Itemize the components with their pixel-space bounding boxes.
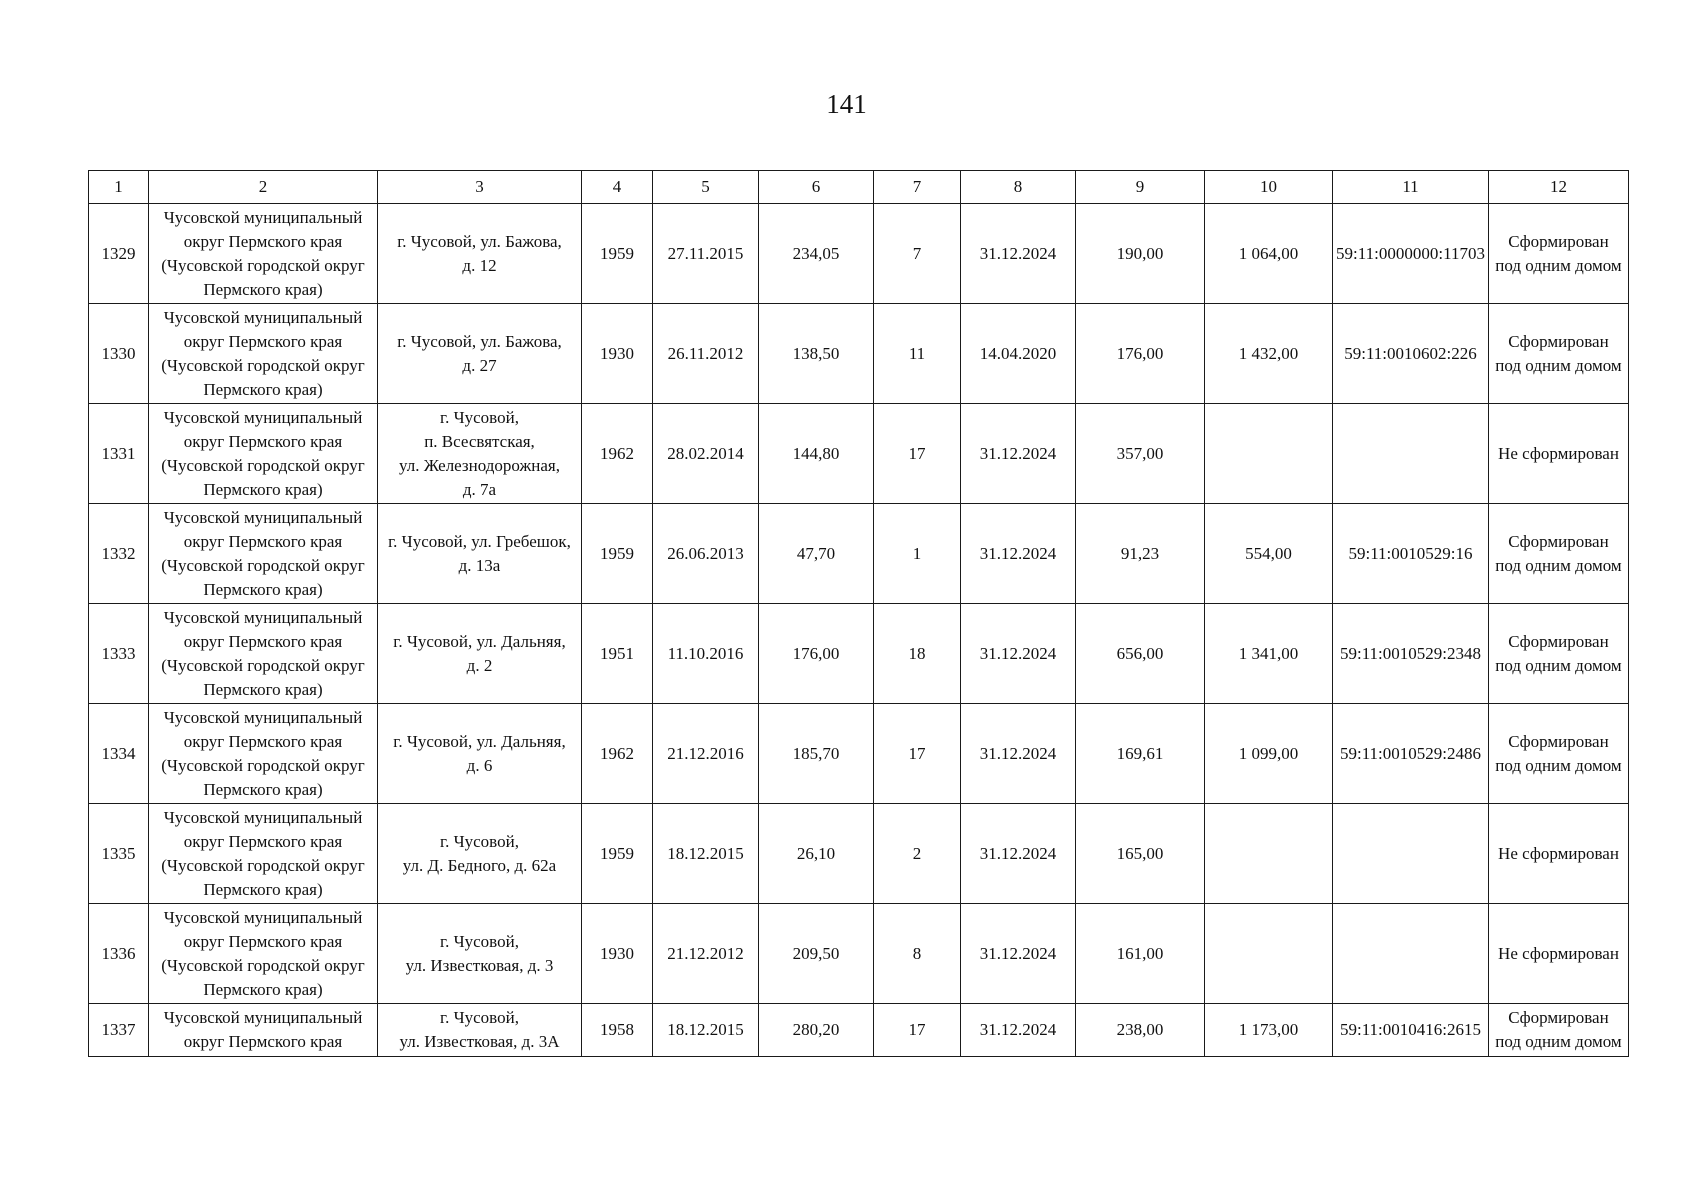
address-cell: г. Чусовой, п. Всесвятская, ул. Железнодорожная, д. 7а (378, 404, 582, 504)
area-cell: 185,70 (759, 704, 874, 804)
row-number: 1332 (89, 504, 149, 604)
count-cell: 17 (874, 704, 961, 804)
year-cell: 1962 (582, 404, 653, 504)
row-number: 1337 (89, 1004, 149, 1057)
date-cell: 21.12.2016 (653, 704, 759, 804)
value9-cell: 169,61 (1076, 704, 1205, 804)
date-cell: 11.10.2016 (653, 604, 759, 704)
owner-cell: Чусовской муниципальный округ Пермского края (Чусовской городской округ Пермского края) (149, 704, 378, 804)
date-cell: 27.11.2015 (653, 204, 759, 304)
status-cell: Сформирован под одним домом (1489, 604, 1629, 704)
status-cell: Не сформирован (1489, 804, 1629, 904)
address-cell: г. Чусовой, ул. Бажова, д. 12 (378, 204, 582, 304)
area-cell: 234,05 (759, 204, 874, 304)
table-row (89, 204, 1629, 304)
page-number: 141 (826, 89, 867, 119)
value9-cell: 190,00 (1076, 204, 1205, 304)
column-header-3: 3 (378, 171, 582, 204)
count-cell: 2 (874, 804, 961, 904)
owner-cell: Чусовской муниципальный округ Пермского края (Чусовской городской округ Пермского края) (149, 304, 378, 404)
count-cell: 17 (874, 404, 961, 504)
count-cell: 1 (874, 504, 961, 604)
value9-cell: 91,23 (1076, 504, 1205, 604)
cadastral-number-cell (1333, 804, 1489, 904)
value9-cell: 656,00 (1076, 604, 1205, 704)
row-number: 1331 (89, 404, 149, 504)
value9-cell: 238,00 (1076, 1004, 1205, 1057)
column-header-11: 11 (1333, 171, 1489, 204)
address-cell: г. Чусовой, ул. Известковая, д. 3 (378, 904, 582, 1004)
owner-cell: Чусовской муниципальный округ Пермского края (Чусовской городской округ Пермского края) (149, 204, 378, 304)
row-number: 1333 (89, 604, 149, 704)
row-number: 1330 (89, 304, 149, 404)
year-cell: 1930 (582, 304, 653, 404)
area-cell: 26,10 (759, 804, 874, 904)
deadline-cell: 31.12.2024 (961, 904, 1076, 1004)
year-cell: 1959 (582, 804, 653, 904)
address-cell: г. Чусовой, ул. Гребешок, д. 13а (378, 504, 582, 604)
value10-cell (1205, 804, 1333, 904)
value9-cell: 165,00 (1076, 804, 1205, 904)
status-cell: Сформирован под одним домом (1489, 1004, 1629, 1057)
cadastral-number-cell: 59:11:0000000:11703 (1333, 204, 1489, 304)
year-cell: 1959 (582, 204, 653, 304)
table-row (89, 404, 1629, 504)
status-cell: Сформирован под одним домом (1489, 704, 1629, 804)
deadline-cell: 14.04.2020 (961, 304, 1076, 404)
column-header-12: 12 (1489, 171, 1629, 204)
row-number: 1329 (89, 204, 149, 304)
column-header-2: 2 (149, 171, 378, 204)
column-header-4: 4 (582, 171, 653, 204)
row-number: 1336 (89, 904, 149, 1004)
column-header-7: 7 (874, 171, 961, 204)
value10-cell (1205, 904, 1333, 1004)
area-cell: 280,20 (759, 1004, 874, 1057)
deadline-cell: 31.12.2024 (961, 204, 1076, 304)
area-cell: 209,50 (759, 904, 874, 1004)
column-header-6: 6 (759, 171, 874, 204)
table-row (89, 604, 1629, 704)
value9-cell: 176,00 (1076, 304, 1205, 404)
cadastral-number-cell (1333, 404, 1489, 504)
count-cell: 7 (874, 204, 961, 304)
year-cell: 1958 (582, 1004, 653, 1057)
row-number: 1334 (89, 704, 149, 804)
date-cell: 26.06.2013 (653, 504, 759, 604)
value9-cell: 161,00 (1076, 904, 1205, 1004)
count-cell: 17 (874, 1004, 961, 1057)
address-cell: г. Чусовой, ул. Д. Бедного, д. 62а (378, 804, 582, 904)
deadline-cell: 31.12.2024 (961, 804, 1076, 904)
address-cell: г. Чусовой, ул. Дальняя, д. 2 (378, 604, 582, 704)
column-header-1: 1 (89, 171, 149, 204)
status-cell: Сформирован под одним домом (1489, 304, 1629, 404)
area-cell: 47,70 (759, 504, 874, 604)
date-cell: 21.12.2012 (653, 904, 759, 1004)
status-cell: Не сформирован (1489, 904, 1629, 1004)
owner-cell: Чусовской муниципальный округ Пермского края (Чусовской городской округ Пермского края) (149, 804, 378, 904)
value9-cell: 357,00 (1076, 404, 1205, 504)
owner-cell: Чусовской муниципальный округ Пермского края (Чусовской городской округ Пермского края) (149, 504, 378, 604)
deadline-cell: 31.12.2024 (961, 1004, 1076, 1057)
status-cell: Не сформирован (1489, 404, 1629, 504)
status-cell: Сформирован под одним домом (1489, 504, 1629, 604)
year-cell: 1962 (582, 704, 653, 804)
count-cell: 18 (874, 604, 961, 704)
deadline-cell: 31.12.2024 (961, 504, 1076, 604)
status-cell: Сформирован под одним домом (1489, 204, 1629, 304)
year-cell: 1930 (582, 904, 653, 1004)
area-cell: 138,50 (759, 304, 874, 404)
value10-cell: 1 064,00 (1205, 204, 1333, 304)
column-header-8: 8 (961, 171, 1076, 204)
date-cell: 18.12.2015 (653, 804, 759, 904)
cadastral-number-cell: 59:11:0010529:2348 (1333, 604, 1489, 704)
owner-cell: Чусовской муниципальный округ Пермского края (Чусовской городской округ Пермского края) (149, 604, 378, 704)
date-cell: 26.11.2012 (653, 304, 759, 404)
table-row (89, 904, 1629, 1004)
cadastral-number-cell: 59:11:0010416:2615 (1333, 1004, 1489, 1057)
cadastral-number-cell: 59:11:0010529:2486 (1333, 704, 1489, 804)
date-cell: 28.02.2014 (653, 404, 759, 504)
value10-cell: 1 432,00 (1205, 304, 1333, 404)
table-row (89, 704, 1629, 804)
value10-cell: 1 341,00 (1205, 604, 1333, 704)
cadastral-number-cell: 59:11:0010529:16 (1333, 504, 1489, 604)
deadline-cell: 31.12.2024 (961, 704, 1076, 804)
count-cell: 8 (874, 904, 961, 1004)
row-number: 1335 (89, 804, 149, 904)
header-row (89, 171, 1629, 204)
column-header-5: 5 (653, 171, 759, 204)
cadastral-number-cell: 59:11:0010602:226 (1333, 304, 1489, 404)
address-cell: г. Чусовой, ул. Дальняя, д. 6 (378, 704, 582, 804)
deadline-cell: 31.12.2024 (961, 604, 1076, 704)
address-cell: г. Чусовой, ул. Известковая, д. 3А (378, 1004, 582, 1057)
address-cell: г. Чусовой, ул. Бажова, д. 27 (378, 304, 582, 404)
table-row (89, 804, 1629, 904)
table-row (89, 504, 1629, 604)
cadastral-number-cell (1333, 904, 1489, 1004)
year-cell: 1951 (582, 604, 653, 704)
area-cell: 144,80 (759, 404, 874, 504)
deadline-cell: 31.12.2024 (961, 404, 1076, 504)
value10-cell: 554,00 (1205, 504, 1333, 604)
column-header-9: 9 (1076, 171, 1205, 204)
table-row (89, 1004, 1629, 1057)
owner-cell: Чусовской муниципальный округ Пермского края (Чусовской городской округ Пермского края) (149, 904, 378, 1004)
area-cell: 176,00 (759, 604, 874, 704)
date-cell: 18.12.2015 (653, 1004, 759, 1057)
owner-cell: Чусовской муниципальный округ Пермского края (Чусовской городской округ Пермского края) (149, 404, 378, 504)
year-cell: 1959 (582, 504, 653, 604)
owner-cell: Чусовской муниципальный округ Пермского края (149, 1004, 378, 1057)
value10-cell: 1 099,00 (1205, 704, 1333, 804)
count-cell: 11 (874, 304, 961, 404)
value10-cell: 1 173,00 (1205, 1004, 1333, 1057)
table-row (89, 304, 1629, 404)
value10-cell (1205, 404, 1333, 504)
column-header-10: 10 (1205, 171, 1333, 204)
housing-register-table (88, 170, 1629, 1057)
